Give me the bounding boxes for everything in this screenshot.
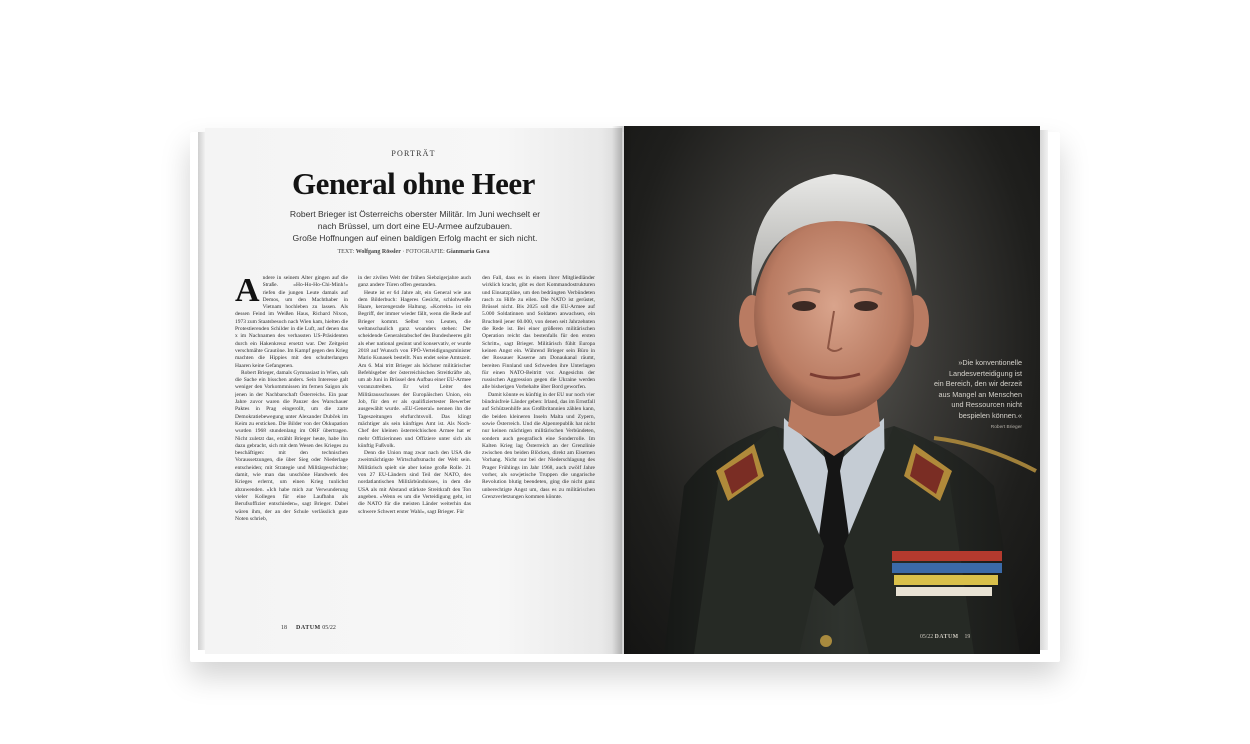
article-column-1 xyxy=(235,275,348,615)
byline-text-label: TEXT: xyxy=(337,249,355,255)
byline-separator: · xyxy=(402,249,405,255)
drop-cap: A xyxy=(235,275,260,309)
left-page xyxy=(205,128,622,654)
issue-number: 05/22 xyxy=(920,634,934,640)
article-paragraph: in der zivilen Welt der frühen Siebzigerjahre auch ganz andere Türen offen gestanden. xyxy=(358,275,471,289)
dek-line: nach Brüssel, um dort eine EU-Armee aufzubauen. xyxy=(317,221,513,231)
byline-author: Wolfgang Rössler xyxy=(355,249,401,255)
article-paragraph: Heute ist er 64 Jahre alt, ein General wie aus dem Bilderbuch: Hageres Gesicht, schlohweiße Haare, kerzengerade Haltung. »Korrekt« ist ein Begriff, der immer wieder fällt, wenn die Rede auf Brieger kommt. Selbst von Leuten, die weltanschaulich ganz woanders stehen: Der scheidende Generalstabschef des Bundesheeres gilt als eher national gesinnt und konservativ, er wurde 2018 auf Wunsch von FPÖ-Verteidigungsminister Mario Kunasek bestellt. Nun endet seine Amtszeit. Am 6. Mai tritt Brieger als höchster militärischer Befehlsgeber der österreichischen Streitkräfte ab, um ab Juni in Brüssel den Aufbau einer EU-Armee voranzutreiben. Er wird Leiter des Militärausschusses der Europäischen Union, ein Job, für den er als qualifiziertester Bewerber ausgewählt wurde. »EU-General« nennen ihn die Tageszeitungen ehrfurchtsvoll. Das klingt mächtiger als sein künftiges Amt ist. Als Noch-Chef der kleinen österreichischen Armee hat er mehr Offizierinnen und Offiziere unter sich als künftig Fußvolk. xyxy=(358,289,471,449)
pull-quote-attribution: Robert Brieger xyxy=(990,425,1022,430)
article-headline: General ohne Heer xyxy=(292,166,535,201)
article-paragraph: Robert Brieger, damals Gymnasiast in Wien, sah die Sache ein bisschen anders. Sein Interesse galt weniger den Vorkommnissen im fernen Saigon als jenen in der Nachbarschaft Österreichs. Ein paar Jahre zuvor waren die Panzer des Warschauer Paktes in Prag eingerollt, um die zarte Demokratiebewegung unter Alexander Dubček im Keim zu ersticken. Die Bilder von der Okkupation wurden 1968 stundenlang im ORF übertragen. Nicht zuletzt das, erzählt Brieger heute, habe ihn dazu gebracht, sich mit dem Wesen des Krieges zu beschäftigen: mit den technischen Voraussetzungen, die über Sieg oder Niederlage entscheiden; mit Strategie und Militärgeschichte; damit, wie man das unschöne Handwerk des Krieges erlernt, um einen Krieg tunlichst abzuwenden. »Ich habe mich zur Verwunderung vieler Kollegen für eine Laufbahn als Berufsoffizier entschieden«, sagt Brieger. Dabei wären ihm, der an der Schule verlässlich gute Noten schrieb, xyxy=(235,369,348,522)
pull-quote-line: bespielen können.« xyxy=(958,410,1022,420)
pull-quote-line: und Ressourcen nicht xyxy=(951,400,1022,409)
article-paragraph: den Fall, dass es in einem ihrer Mitgliedländer wirklich kracht, gibt es dort Kommandostrukturen und Einsatzpläne, um den bedrängten Verbündeten rasch zu Hilfe zu eilen. Die NATO ist gerüstet, Brüssel nicht. Bis 2025 soll die EU-Armee auf 5.000 Soldatinnen und Soldaten anwachsen, ein Bruchteil jener 60.000, von denen seit Jahrzehnten die Rede ist. Bei einer größeren militärischen Operation reicht das bestenfalls für den ersten Schritt«, sagt Brieger. Militärisch fühlt Europa keinen Angst ein. Während Brieger sein Büro in der Rossauer Kaserne am Donaukanal räumt, bereiten Finnland und Schweden ihre Unterlagen für einen NATO-Beitritt vor. Angesichts der russischen Aggression gegen die Ukraine werden alle bisherigen Vorbehalte über Bord geworfen. xyxy=(482,275,595,391)
article-column-3 xyxy=(482,275,595,615)
right-page-edge xyxy=(1040,130,1048,650)
issue-number: 05/22 xyxy=(322,625,336,631)
byline-photo-label: FOTOGRAFIE: xyxy=(405,249,445,255)
brand-name: DATUM xyxy=(934,634,959,640)
left-page-edge xyxy=(198,132,205,650)
byline xyxy=(205,249,622,255)
folio-left xyxy=(281,625,336,631)
article-paragraph: Andere in seinem Alter gingen auf die Straße. »Ho-Ho-Ho-Chi-Minh!« riefen die jungen Leute damals auf Demos, um den Machthaber in Vietnam hochleben zu lassen. Als dessen Feind im Weißen Haus, Richard Nixon, 1973 zum Staatsbesuch nach Wien kam, hielten die Protestierenden Schilder in die Luft, auf denen das x im Nachnamen des verhassten US-Präsidenten durch ein Hakenkreuz ersetzt war. Der Zeitgeist verschmähte Grautöne. Im Kampf gegen den Krieg machten die Hippies mit den schulterlangen Haaren keine Gefangenen. xyxy=(235,275,348,369)
article-body xyxy=(235,275,595,615)
page-number: 19 xyxy=(964,634,971,640)
byline-photographer: Gianmaria Gava xyxy=(446,249,490,255)
brand-name: DATUM xyxy=(296,625,321,631)
dek-line: Große Hoffnungen auf einen baldigen Erfolg macht er sich nicht. xyxy=(292,233,538,243)
article-paragraph: Denn die Union mag zwar nach den USA die zweitmächtigste Wirtschaftsmacht der Welt sein. Militärisch spielt sie aber keine große Rolle. 21 von 27 EU-Ländern sind Teil der NATO, des nordatlantischen Militärbündnisses, in dem die USA als mit Abstand stärkste Streitkraft den Ton angeben. »Wenn es um die Verteidigung geht, ist die NATO für die meisten Länder weiterhin das schwere Schwert erster Wahl«, sagt Brieger. Für xyxy=(358,450,471,515)
pull-quote-line: Landesverteidigung ist xyxy=(948,368,1022,378)
pull-quote-line: aus Mangel an Menschen xyxy=(938,389,1022,399)
article-dek xyxy=(275,208,555,244)
pull-quote-line: »Die konventionelle xyxy=(958,358,1022,367)
pull-quote-line: ein Bereich, den wir derzeit xyxy=(933,379,1022,388)
pull-quote xyxy=(892,358,1022,421)
section-kicker: PORTRÄT xyxy=(391,149,436,158)
dek-line: Robert Brieger ist Österreichs oberster Militär. Im Juni wechselt er xyxy=(289,209,541,219)
article-column-2 xyxy=(358,275,471,615)
right-page xyxy=(624,126,1040,654)
folio-right xyxy=(920,634,970,640)
page-number: 18 xyxy=(281,625,287,631)
article-paragraph: Damit könnte es künftig in der EU nur noch vier bündnisfreie Länder geben: Irland, das im Ernstfall auf Schützenhilfe aus Großbritannien zählen kann, die beiden kleineren Inseln Malta und Zypern, sowie Österreich. Und die Alpenrepublik hat nicht nur keinen mächtigen militärischen Verbündeten, sondern auch geografisch eine Sonderrolle. Im Kalten Krieg lag Österreich an der Grenzlinie zwischen den beiden Blöcken, direkt am Eisernen Vorhang. Nicht nur bei der Niederschlagung des Prager Frühlings im Jahr 1968, auch zwölf Jahre vorher, als sowjetische Truppen die ungarische Revolution blutig beendeten, ging die nicht ganz unberechtigte Angst um, dass es zu militärischen Grenzverletzungen kommen könnte. xyxy=(482,391,595,500)
